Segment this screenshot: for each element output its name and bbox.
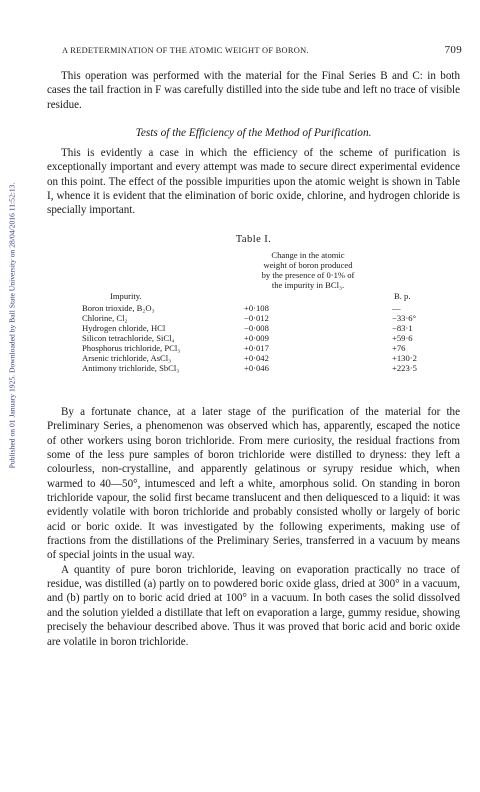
table-row: [72, 323, 452, 333]
column-header-impurity: Impurity.: [110, 291, 142, 301]
body-text-top: [47, 69, 460, 112]
impurity-cell: Phosphorus trichloride, PCl₃: [82, 343, 181, 353]
body-text-middle: [47, 146, 460, 218]
change-cell: +0·108: [244, 303, 269, 313]
download-watermark: [4, 90, 20, 560]
table-row: [72, 303, 452, 313]
column-header-boiling-point: B. p.: [394, 291, 411, 301]
table-row: [72, 363, 452, 373]
boiling-point-cell: +76: [392, 343, 406, 353]
table-row: [72, 313, 452, 323]
download-watermark-text: Published on 01 January 1925. Downloaded by Ball State University on 28/04/2016 11:52:13.: [7, 182, 17, 468]
running-title: A REDETERMINATION OF THE ATOMIC WEIGHT OF BORON.: [62, 46, 309, 55]
impurity-cell: Silicon tetrachloride, SiCl₄: [82, 333, 175, 343]
change-cell: −0·012: [244, 313, 269, 323]
impurity-cell: Chlorine, Cl₂: [82, 313, 128, 323]
table-row: [72, 353, 452, 363]
impurity-cell: Antimony trichloride, SbCl₃: [82, 363, 180, 373]
table-caption: Table I.: [235, 234, 272, 245]
column-header-change: Change in the atomic weight of boron produced by the presence of 0·1% of the impurity in BCl₃.: [261, 250, 355, 291]
boiling-point-cell: +130·2: [392, 353, 417, 363]
change-cell: +0·017: [244, 343, 269, 353]
boiling-point-cell: +59·6: [392, 333, 413, 343]
change-cell: +0·046: [244, 363, 269, 373]
boiling-point-cell: —: [392, 303, 401, 313]
change-cell: +0·009: [244, 333, 269, 343]
page-number: 709: [444, 44, 462, 56]
boiling-point-cell: −83·1: [392, 323, 413, 333]
impurity-cell: Boron trioxide, B₂O₃: [82, 303, 155, 313]
paragraph: A quantity of pure boron trichloride, leaving on evaporation practically no trace of residue, was distilled (a) partly on to powdered boric oxide glass, dried at 300° in a vacuum, and (b) partly on to boric acid dried at 100° in a vacuum. In both cases the solid dissolved and the solution yielded a distillate that left on evaporation a large, gummy residue, showing precisely the behaviour described above. Thus it was proved that boric acid and boric oxide are volatile in boron trichloride.: [47, 563, 460, 648]
paragraph: This operation was performed with the material for the Final Series B and C: in both cases the tail fraction in F was carefully distilled into the side tube and left no trace of visible residue.: [47, 70, 460, 111]
paragraph: This is evidently a case in which the efficiency of the scheme of purification is exceptionally important and every attempt was made to secure direct experimental evidence on this point. The effect of the possible impurities upon the atomic weight is shown in Table I, whence it is evident that the elimination of boric oxide, chlorine, and hydrogen chloride is specially important.: [47, 147, 460, 217]
table-row: [72, 343, 452, 353]
table-row: [72, 333, 452, 343]
change-cell: +0·042: [244, 353, 269, 363]
running-header: [62, 45, 462, 59]
impurity-cell: Arsenic trichloride, AsCl₃: [82, 353, 172, 363]
change-cell: −0·008: [244, 323, 269, 333]
section-heading: Tests of the Efficiency of the Method of Purification.: [135, 127, 372, 139]
boiling-point-cell: +223·5: [392, 363, 417, 373]
impurity-table: [72, 250, 452, 398]
impurity-cell: Hydrogen chloride, HCl: [82, 323, 166, 333]
paragraph: By a fortunate chance, at a later stage of the purification of the material for the Preliminary Series, a phenomenon was observed which has, apparently, escaped the notice of other workers using boron trichloride. From mere curiosity, the residual fractions from some of the less pure samples of boron trichloride were distilled to dryness: they left a colourless, non-crystalline, and apparently gelatinous or syrupy residue which, when warmed to 40—50°, intumesced and left a white, amorphous solid. On standing in boron trichloride vapour, the solid first became translucent and then deliquesced to a liquid: it was evidently volatile with boron trichloride and probably consisted wholly or largely of boric acid or boric oxide. It was investigated by the following experiments, making use of fractions from the distillations of the Preliminary Series, transferred in a vacuum by means of special joints in the usual way.: [47, 406, 460, 562]
boiling-point-cell: −33·6°: [392, 313, 417, 323]
body-text-bottom: [47, 405, 460, 649]
